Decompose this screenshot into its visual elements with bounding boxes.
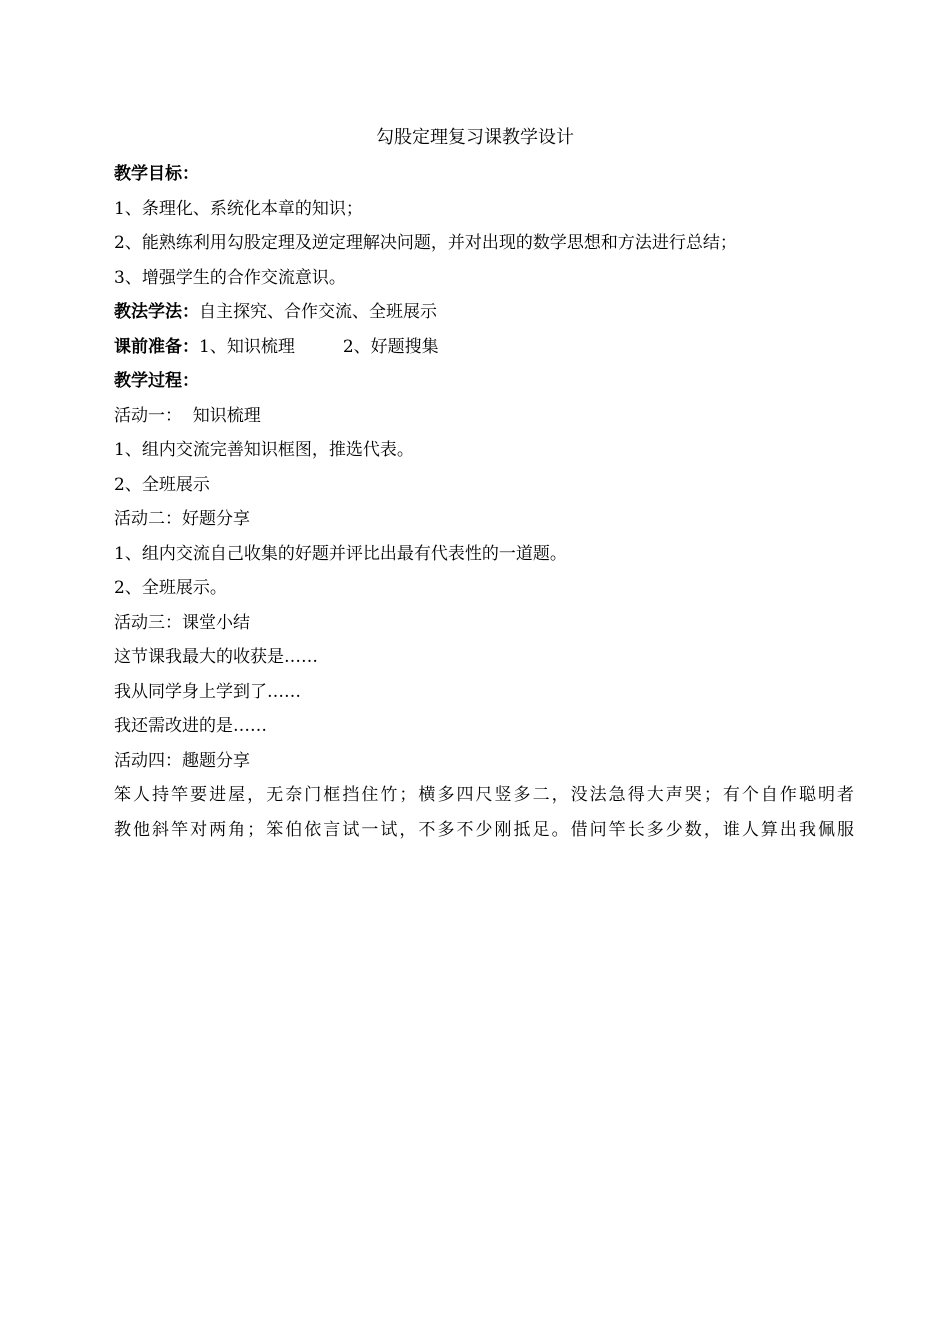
process-heading: 教学过程： [114, 371, 199, 391]
activity1-title: 活动一： 知识梳理 [114, 405, 261, 426]
activity-item: 我还需改进的是…… [114, 716, 267, 736]
prep-item: 1、知识梳理 [199, 336, 295, 357]
activity-title [114, 399, 854, 434]
activity4-title: 活动四：趣题分享 [114, 750, 250, 771]
goal-item: 3、增强学生的合作交流意识。 [114, 267, 346, 288]
method-line [114, 295, 854, 330]
goals-heading: 教学目标： [114, 164, 199, 184]
goal-item: 2、能熟练利用勾股定理及逆定理解决问题，并对出现的数学思想和方法进行总结； [114, 233, 737, 253]
activity-item: 我从同学身上学到了…… [114, 681, 301, 702]
document-body [114, 157, 854, 847]
method-text: 自主探究、合作交流、全班展示 [199, 302, 437, 322]
activity-item: 2、全班展示 [114, 474, 210, 495]
activity-item: 这节课我最大的收获是…… [114, 647, 318, 667]
activity3-title: 活动三：课堂小结 [114, 612, 250, 633]
poem-line: 教他斜竿对两角；笨伯依言试一试，不多不少刚抵足。借问竿长多少数，谁人算出我佩服 [114, 819, 854, 840]
method-label: 教法学法： [114, 302, 199, 322]
document-title: 勾股定理复习课教学设计 [376, 127, 574, 148]
poem-line: 笨人持竿要进屋，无奈门框挡住竹；横多四尺竖多二，没法急得大声哭；有个自作聪明者 [114, 785, 854, 805]
activity-item: 1、组内交流完善知识框图，推选代表。 [114, 440, 414, 460]
prep-label: 课前准备： [114, 336, 199, 357]
prep-line [114, 330, 854, 365]
goal-item: 1、条理化、系统化本章的知识； [114, 198, 363, 219]
activity-item: 2、全班展示。 [114, 578, 227, 598]
prep-item: 2、好题搜集 [342, 336, 439, 357]
activity-item: 1、组内交流自己收集的好题并评比出最有代表性的一道题。 [114, 543, 567, 564]
activity2-title: 活动二：好题分享 [114, 509, 250, 529]
